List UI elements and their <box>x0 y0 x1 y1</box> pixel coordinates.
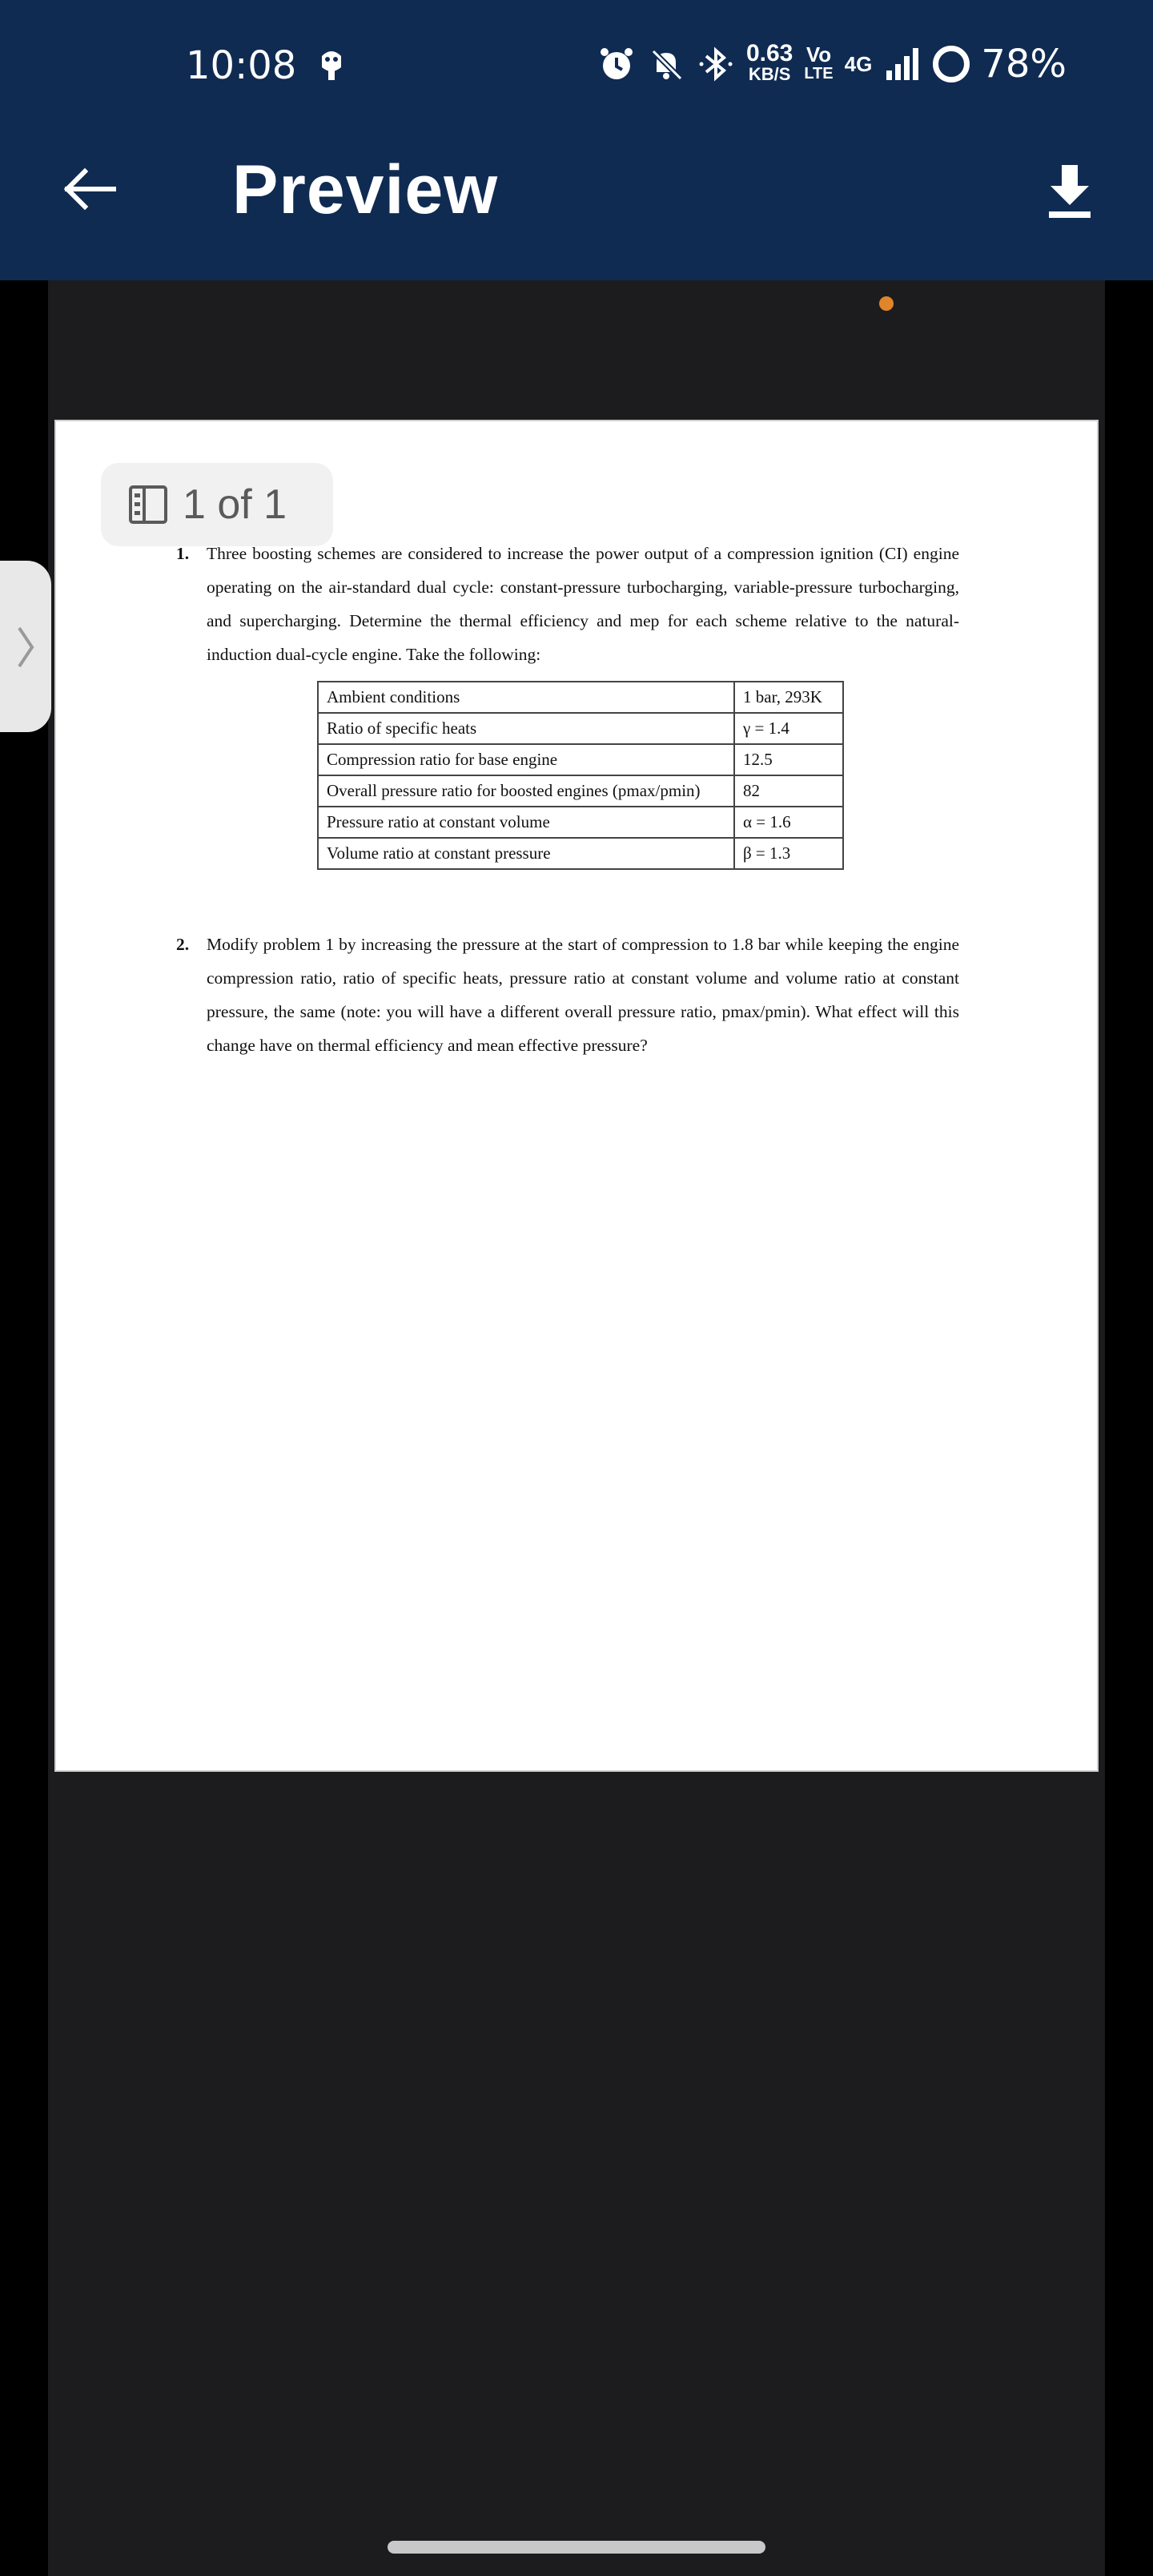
problem-2-text: Modify problem 1 by increasing the pressure at the start of compression to 1.8 bar while keeping the engine compression ratio, ratio of specific heats, pressure ratio at constant volume and volume ratio at constant pressure, the same (note: you will have a different overall pressure ratio, pmax/pmin). What effect will this change have on thermal efficiency and mean effective pressure? <box>207 935 959 1055</box>
app-header <box>0 104 1153 280</box>
table-cell-value: β = 1.3 <box>734 838 843 869</box>
document-page <box>54 420 1099 1772</box>
page-indicator-label: 1 of 1 <box>183 481 287 528</box>
mute-bell-icon <box>647 45 685 83</box>
download-icon[interactable] <box>1038 160 1102 224</box>
table-cell-value: 1 bar, 293K <box>734 682 843 713</box>
table-cell-value: 12.5 <box>734 744 843 775</box>
table-cell-label: Ambient conditions <box>318 682 734 713</box>
table-row <box>318 807 843 838</box>
table-cell-label: Ratio of specific heats <box>318 713 734 744</box>
table-row <box>318 775 843 807</box>
table-cell-label: Pressure ratio at constant volume <box>318 807 734 838</box>
side-panel-handle[interactable] <box>0 561 51 732</box>
battery-icon <box>933 46 970 83</box>
bluetooth-icon <box>697 45 735 83</box>
chevron-right-icon <box>11 623 40 671</box>
table-cell-value: 82 <box>734 775 843 807</box>
problem-2 <box>176 928 959 1062</box>
page-indicator[interactable] <box>101 463 333 546</box>
camera-indicator-dot <box>879 296 894 311</box>
page-title: Preview <box>232 151 499 228</box>
status-icons <box>597 40 1067 88</box>
problem-1-number: 1. <box>176 544 190 563</box>
network-speed: 0.63 KB/S <box>745 40 793 84</box>
table-row <box>318 713 843 744</box>
table-row <box>318 838 843 869</box>
notification-icon <box>315 43 348 83</box>
volte-indicator: Vo LTE <box>804 42 834 83</box>
battery-level: 78% <box>981 42 1067 87</box>
home-indicator[interactable] <box>388 2541 765 2554</box>
table-cell-label: Overall pressure ratio for boosted engines (pmax/pmin) <box>318 775 734 807</box>
parameters-table <box>317 681 844 870</box>
problem-1-text: Three boosting schemes are considered to increase the power output of a compression ignition (CI) engine operating on the air-standard dual cycle: constant-pressure turbocharging, variable-pressure turbocharging, and supercharging. Determine the thermal efficiency and mep for each scheme relative to the natural-induction dual-cycle engine. Take the following: <box>207 544 959 664</box>
status-time: 10:08 <box>186 43 297 88</box>
status-bar <box>0 0 1153 104</box>
problem-1 <box>176 537 959 671</box>
table-row <box>318 744 843 775</box>
table-cell-label: Volume ratio at constant pressure <box>318 838 734 869</box>
table-cell-label: Compression ratio for base engine <box>318 744 734 775</box>
table-cell-value: α = 1.6 <box>734 807 843 838</box>
table-cell-value: γ = 1.4 <box>734 713 843 744</box>
alarm-icon <box>597 45 636 83</box>
problem-2-number: 2. <box>176 935 190 954</box>
signal-icon <box>883 45 922 83</box>
pages-icon <box>128 485 168 525</box>
back-arrow-icon[interactable] <box>58 157 122 221</box>
network-type: 4G <box>844 51 873 76</box>
table-row <box>318 682 843 713</box>
